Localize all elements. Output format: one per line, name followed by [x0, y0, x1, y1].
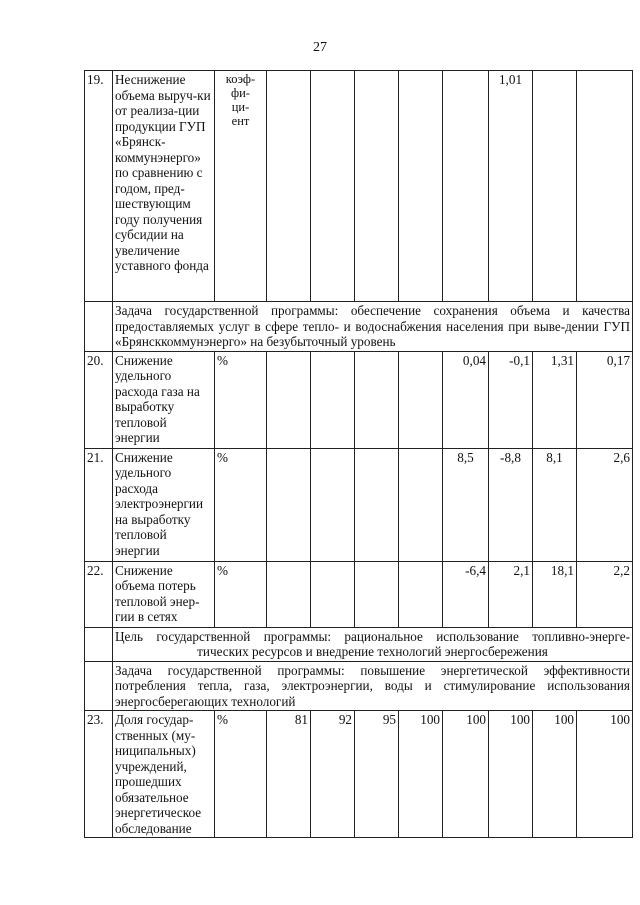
unit-cell: коэф- фи- ци- ент [215, 71, 267, 302]
table-row [85, 302, 633, 352]
value-cell [399, 71, 443, 302]
unit-cell: % [215, 561, 267, 627]
value-cell: 92 [311, 711, 355, 838]
row-number: 22. [85, 561, 113, 627]
value-cell [311, 351, 355, 448]
row-number: 23. [85, 711, 113, 838]
value-cell [267, 448, 311, 561]
value-cell: 8,5 [443, 448, 489, 561]
value-cell [399, 561, 443, 627]
unit-cell: % [215, 711, 267, 838]
table-row [85, 661, 633, 711]
value-cell: 1,31 [533, 351, 577, 448]
value-cell [355, 351, 399, 448]
row-number: 21. [85, 448, 113, 561]
table-row [85, 561, 633, 627]
goal-text: Цель государственной программы: рациональное использование топливно-энерге-тических ресурсов и внедрение технологий энергосбережения [113, 627, 633, 661]
value-cell: 100 [533, 711, 577, 838]
value-cell [577, 71, 633, 302]
value-cell: 100 [489, 711, 533, 838]
page-number: 27 [313, 40, 327, 55]
table-row [85, 627, 633, 661]
value-cell: 18,1 [533, 561, 577, 627]
value-cell [355, 71, 399, 302]
value-cell: -6,4 [443, 561, 489, 627]
indicator-name: Снижение объема потерь тепловой энер-гии в сетях [113, 561, 215, 627]
unit-cell: % [215, 448, 267, 561]
table-row [85, 71, 633, 302]
row-number: 20. [85, 351, 113, 448]
indicator-name: Снижение удельного расхода газа на выработку тепловой энергии [113, 351, 215, 448]
value-cell [311, 448, 355, 561]
value-cell: 95 [355, 711, 399, 838]
value-cell: 8,1 [533, 448, 577, 561]
value-cell: 2,2 [577, 561, 633, 627]
value-cell: 1,01 [489, 71, 533, 302]
task-text: Задача государственной программы: повышение энергетической эффективности потребления тепла, газа, электроэнергии, воды и стимулирование использования энергосберегающих технологий [113, 661, 633, 711]
table-row [85, 448, 633, 561]
value-cell: 100 [443, 711, 489, 838]
row-number: 19. [85, 71, 113, 302]
value-cell [311, 71, 355, 302]
indicator-name: Неснижение объема выруч-ки от реализа-ции продукции ГУП «Брянск-коммунэнерго» по сравнению с годом, пред-шествующим году получения субсидии на увеличение уставного фонда [113, 71, 215, 302]
value-cell [399, 351, 443, 448]
value-cell: 81 [267, 711, 311, 838]
value-cell [399, 448, 443, 561]
task-text: Задача государственной программы: обеспечение сохранения объема и качества предоставляемых услуг в сфере тепло- и водоснабжения населения при выве-дении ГУП «Брянсккоммунэнерго» на безубыточный уровень [113, 302, 633, 352]
value-cell: 100 [399, 711, 443, 838]
value-cell [267, 351, 311, 448]
indicators-table [84, 70, 633, 838]
value-cell [443, 71, 489, 302]
value-cell [355, 561, 399, 627]
value-cell: 2,6 [577, 448, 633, 561]
value-cell: 100 [577, 711, 633, 838]
value-cell [355, 448, 399, 561]
indicator-name: Доля государ-ственных (му-ниципальных) учреждений, прошедших обязательное энергетическое обследование [113, 711, 215, 838]
indicator-name: Снижение удельного расхода электроэнергии на выработку тепловой энергии [113, 448, 215, 561]
value-cell [267, 561, 311, 627]
value-cell [311, 561, 355, 627]
value-cell: 0,04 [443, 351, 489, 448]
value-cell: 2,1 [489, 561, 533, 627]
table-row [85, 711, 633, 838]
value-cell: 0,17 [577, 351, 633, 448]
value-cell [267, 71, 311, 302]
value-cell [533, 71, 577, 302]
table-row [85, 351, 633, 448]
value-cell: -8,8 [489, 448, 533, 561]
unit-cell: % [215, 351, 267, 448]
value-cell: -0,1 [489, 351, 533, 448]
